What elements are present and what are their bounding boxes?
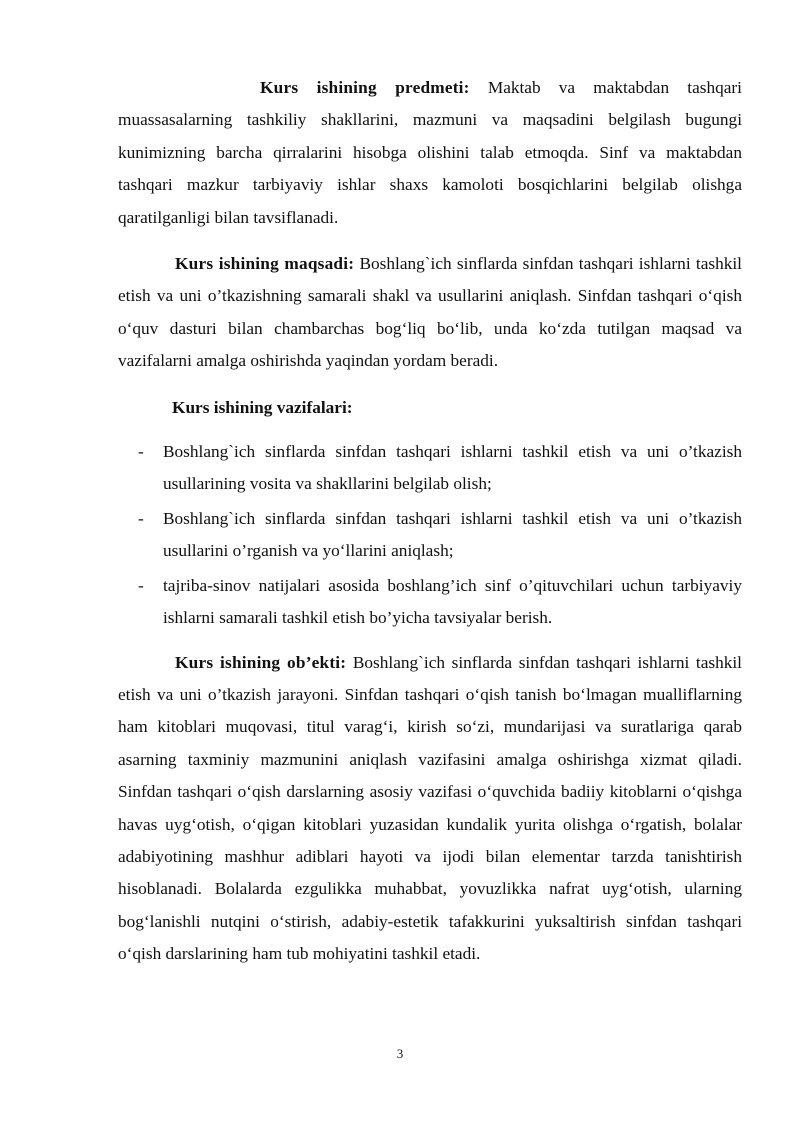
dash-bullet: - — [138, 442, 144, 462]
list-item-text: tajriba-sinov natijalari asosida boshlang’ich sinf o’qituvchilari uchun tarbiyaviy ishlarni samarali tashkil etish bo’yicha tavsiyalar berish. — [163, 575, 742, 628]
goal-text: Boshlang`ich sinflarda sinfdan tashqari ishlarni tashkil etish va uni o’tkazishning samarali shakl va usullarini aniqlash. Sinfdan tashqari o‘qish o‘quv dasturi bilan chambarchas bog‘liq bo‘lib, unda ko‘zda tutilgan maqsad va vazifalarni amalga oshirishda yaqindan yordam beradi. — [118, 254, 742, 371]
tasks-heading: Kurs ishining vazifalari: — [172, 397, 353, 417]
list-item — [118, 436, 742, 501]
list-item — [118, 503, 742, 568]
tasks-list — [118, 436, 742, 634]
dash-bullet: - — [138, 575, 144, 595]
subject-paragraph — [118, 72, 742, 234]
goal-heading: Kurs ishining maqsadi: — [175, 254, 355, 274]
object-paragraph — [118, 647, 742, 971]
object-text: Boshlang`ich sinflarda sinfdan tashqari ishlarni tashkil etish va uni o’tkazish jarayoni. Sinfdan tashqari o‘qish tanish bo‘lmagan mualliflarning ham kitoblari muqovasi, titul varag‘i, kirish so‘zi, mundarijasi va suratlariga qarab asarning taxminiy mazmunini aniqlash vazifasini amalga oshirishga xizmat qiladi. Sinfdan tashqari o‘qish darslarning asosiy vazifasi o‘quvchida badiiy kitoblarni o‘qishga havas uyg‘otish, o‘qigan kitoblari yuzasidan kundalik yurita olishga o‘rgatish, bolalar adabiyotining mashhur adiblari hayoti va ijodi bilan elementar tarzda tanishtirish hisoblanadi. Bolalarda ezgulikka muhabbat, yovuzlikka nafrat uyg‘otish, ularning bog‘lanishli nutqini o‘stirish, adabiy-estetik tafakkurini yuksaltirish sinfdan tashqari o‘qish darslarining ham tub mohiyatini tashkil etadi. — [118, 652, 742, 964]
document-page — [118, 72, 742, 985]
subject-text: Maktab va maktabdan tashqari muassasalarning tashkiliy shakllarini, mazmuni va maqsadini belgilash bugungi kunimizning barcha qirralarini hisobga olishini talab etmoqda. Sinf va maktabdan tashqari mazkur tarbiyaviy ishlar shaxs kamoloti bosqichlarini belgilab olishga qaratilganligi bilan tavsiflanadi. — [118, 78, 742, 227]
object-heading: Kurs ishining ob’ekti: — [175, 652, 347, 672]
subject-heading: Kurs ishining predmeti: — [260, 78, 470, 97]
list-item-text: Boshlang`ich sinflarda sinfdan tashqari ishlarni tashkil etish va uni o’tkazish usullarini o’rganish va yo‘llarini aniqlash; — [163, 508, 742, 561]
dash-bullet: - — [138, 508, 144, 528]
list-item — [118, 570, 742, 635]
page-number: 3 — [396, 1046, 404, 1061]
list-item-text: Boshlang`ich sinflarda sinfdan tashqari ishlarni tashkil etish va uni o’tkazish usullarining vosita va shakllarini belgilab olish; — [163, 442, 742, 494]
goal-paragraph — [118, 248, 742, 378]
